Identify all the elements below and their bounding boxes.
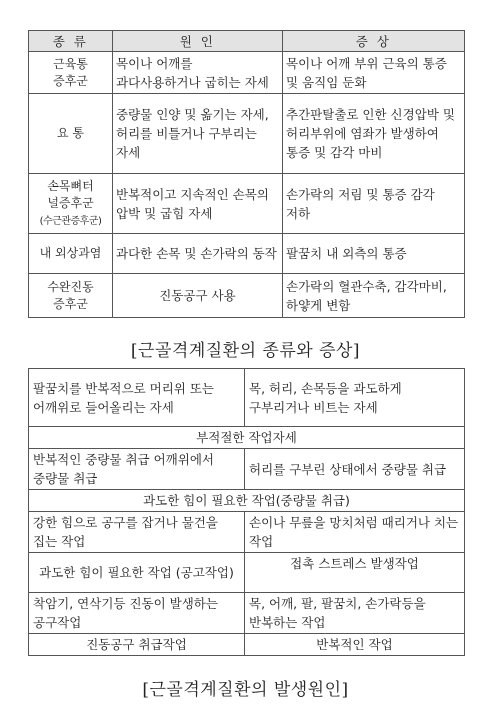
table-row — [29, 94, 465, 174]
cause-cell: 손이나 무릎을 망치처럼 때리거나 치는 작업 — [245, 512, 465, 553]
table-row — [29, 449, 465, 490]
cause-cell: 팔꿈치를 반복적으로 머리위 또는 어깨위로 들어올리는 자세 — [29, 369, 245, 427]
cause-cell: 목, 허리, 손목등을 과도하게 구부리거나 비트는 자세 — [245, 369, 465, 427]
section-header: 부적절한 작업자세 — [29, 427, 465, 449]
table-row — [29, 174, 465, 234]
cause-cell: 강한 힘으로 공구를 잡거나 물건을 집는 작업 — [29, 512, 245, 553]
symptom-cell: 목이나 어깨 부위 근육의 통증 및 움직임 둔화 — [283, 52, 465, 94]
table-row — [29, 553, 465, 593]
cause-cell: 과도한 힘이 필요한 작업 (공고작업) — [29, 553, 245, 593]
kind-cell: 수완진동 증후군 — [29, 274, 113, 318]
cause-cell: 착암기, 연삭기등 진동이 발생하는 공구작업 — [29, 593, 245, 634]
cause-cell: 반복적인 작업 — [245, 634, 465, 656]
table-header-row — [29, 31, 465, 52]
symptom-cell: 추간판탈출로 인한 신경압박 및 허리부위에 염좌가 발생하여 통증 및 감각 마비 — [283, 94, 465, 174]
table1-caption: [근골격계질환의 종류와 증상] — [130, 341, 361, 361]
section-header: 과도한 힘이 필요한 작업(중량물 취급) — [29, 490, 465, 512]
table-row — [29, 634, 465, 656]
section-header-row — [29, 490, 465, 512]
symptom-cell: 손가락의 혈관수축, 감각마비, 하얗게 변함 — [283, 274, 465, 318]
table2-caption: [근골격계질환의 발생원인] — [142, 680, 349, 700]
symptom-cell: 손가락의 저림 및 통증 감각 저하 — [283, 174, 465, 234]
table-row — [29, 274, 465, 318]
cause-cell: 접촉 스트레스 발생작업 — [245, 553, 465, 593]
kind-cell: 손목뼈터 널증후군 (수근관증후군) — [29, 174, 113, 234]
cause-cell: 반복적인 중량물 취급 어깨위에서 중량물 취급 — [29, 449, 245, 490]
cause-cell: 진동공구 사용 — [113, 274, 283, 318]
kind-cell: 내 외상과염 — [29, 234, 113, 274]
section-header-row — [29, 427, 465, 449]
cause-cell: 목이나 어깨를 과다사용하거나 굽히는 자세 — [113, 52, 283, 94]
table-row — [29, 52, 465, 94]
symptom-cell: 팔꿈치 내 외측의 통증 — [283, 234, 465, 274]
header-cause: 원 인 — [113, 31, 283, 52]
cause-cell: 과다한 손목 및 손가락의 동작 — [113, 234, 283, 274]
cause-cell: 진동공구 취급작업 — [29, 634, 245, 656]
cause-cell: 목, 어깨, 팔, 팔꿈치, 손가락등을 반복하는 작업 — [245, 593, 465, 634]
table-row — [29, 369, 465, 427]
cause-cell: 중량물 인양 및 옮기는 자세, 허리를 비틀거나 구부리는 자세 — [113, 94, 283, 174]
kind-cell: 근육통 증후군 — [29, 52, 113, 94]
table-row — [29, 593, 465, 634]
table-row — [29, 234, 465, 274]
musculoskeletal-types-table — [28, 30, 465, 318]
header-symptom: 증 상 — [283, 31, 465, 52]
cause-cell: 반복적이고 지속적인 손목의 압박 및 굽힘 자세 — [113, 174, 283, 234]
musculoskeletal-causes-table — [28, 368, 465, 656]
table-row — [29, 512, 465, 553]
cause-cell: 허리를 구부린 상태에서 중량물 취급 — [245, 449, 465, 490]
header-kind: 종 류 — [29, 31, 113, 52]
kind-cell: 요 통 — [29, 94, 113, 174]
